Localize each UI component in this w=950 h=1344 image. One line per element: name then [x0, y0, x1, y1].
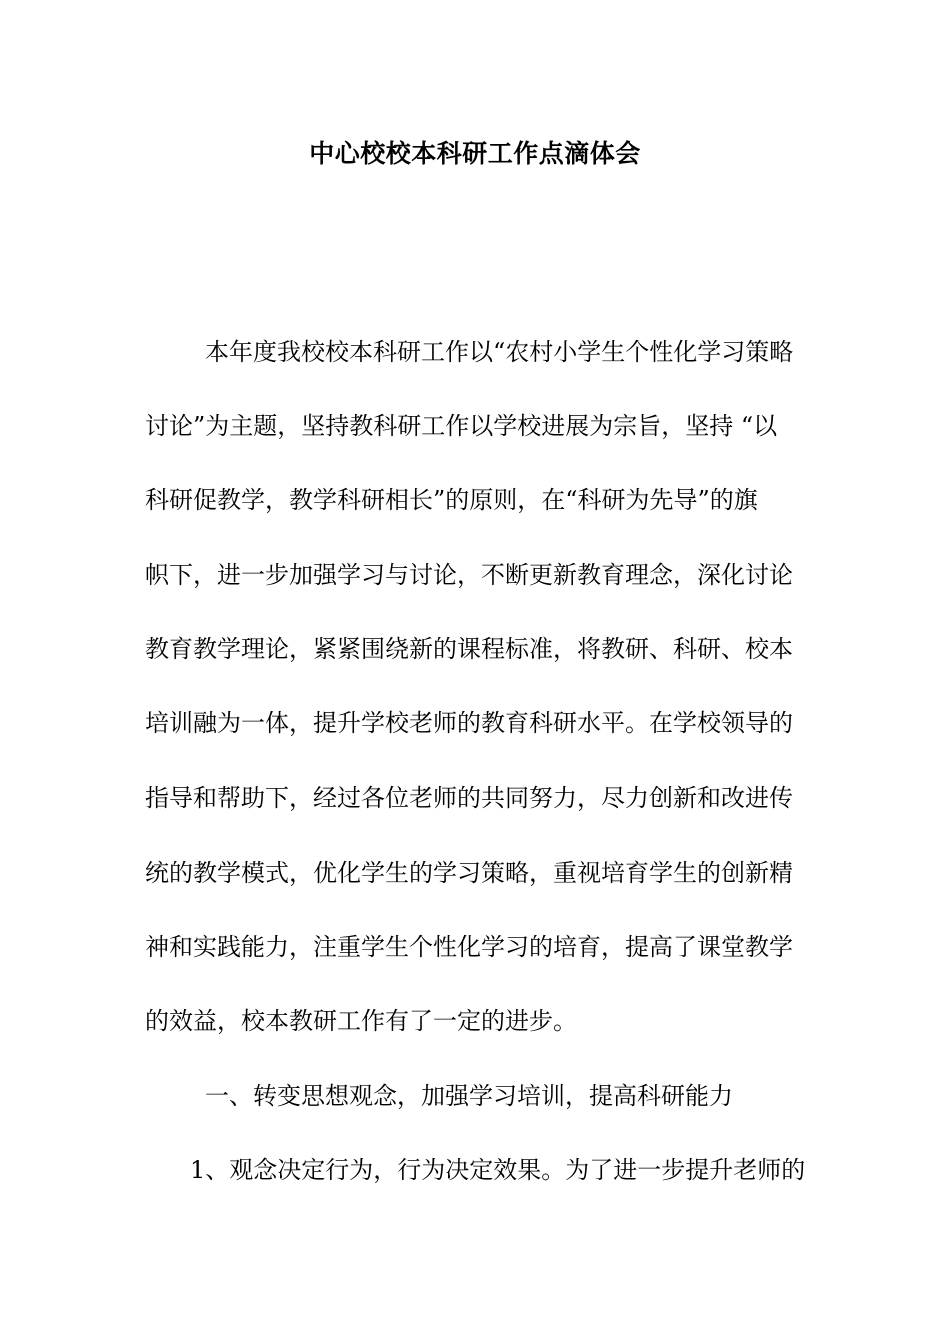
paragraph-line: 教育教学理论，紧紧围绕新的课程标准，将教研、科研、校本	[145, 635, 793, 663]
paragraph-line: 的效益，校本教研工作有了一定的进步。	[145, 1007, 577, 1035]
paragraph-line: 科研促教学，教学科研相长”的原则，在“科研为先导”的旗	[145, 486, 758, 514]
paragraph-line: 统的教学模式，优化学生的学习策略，重视培育学生的创新精	[145, 859, 793, 887]
paragraph-line: 本年度我校校本科研工作以“农村小学生个性化学习策略	[205, 338, 794, 366]
paragraph-line: 帜下，进一步加强学习与讨论，不断更新教育理念，深化讨论	[145, 561, 793, 589]
section-heading: 一、转变思想观念，加强学习培训，提高科研能力	[205, 1082, 733, 1110]
document-title: 中心校校本科研工作点滴体会	[309, 139, 641, 168]
paragraph-line: 讨论”为主题，坚持教科研工作以学校进展为宗旨，坚持 “以	[145, 412, 778, 440]
paragraph-line: 神和实践能力，注重学生个性化学习的培育，提高了课堂教学	[145, 933, 793, 961]
list-item-line: 1、观念决定行为，行为决定效果。为了进一步提升老师的	[190, 1156, 806, 1184]
paragraph-line: 指导和帮助下，经过各位老师的共同努力，尽力创新和改进传	[145, 784, 793, 812]
paragraph-line: 培训融为一体，提升学校老师的教育科研水平。在学校领导的	[145, 709, 793, 737]
